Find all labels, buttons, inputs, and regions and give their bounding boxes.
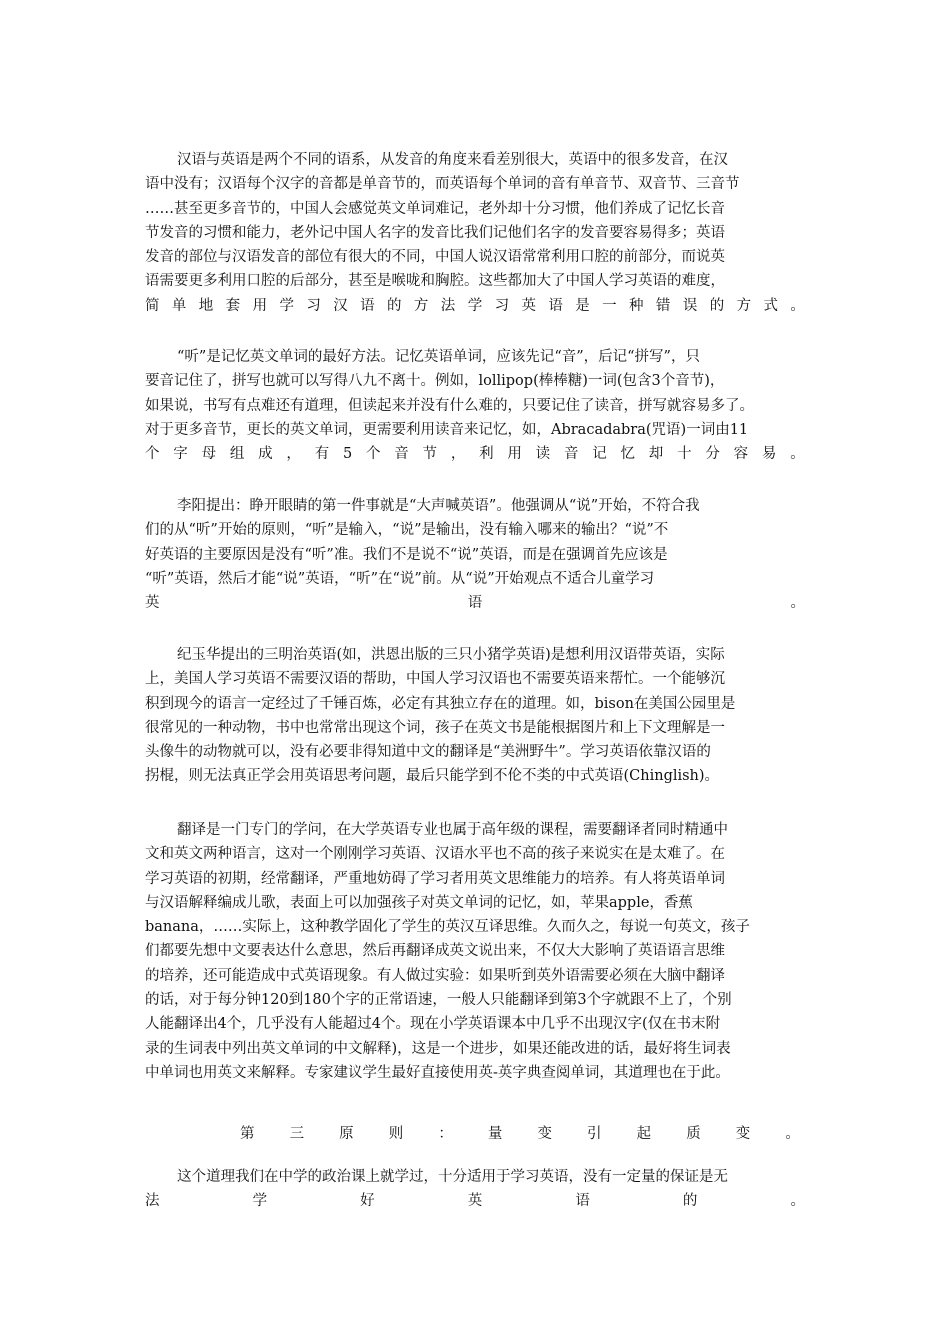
- text-line: 好英语的主要原因是没有“听”准。我们不是说不“说”英语，而是在强调首先应该是: [145, 546, 668, 563]
- text-line: 李阳提出：睁开眼睛的第一件事就是“大声喊英语”。他强调从“说”开始，不符合我: [177, 498, 700, 514]
- text-line: ……甚至更多音节的，中国人会感觉英文单词难记，老外却十分习惯，他们养成了记忆长音: [145, 200, 725, 217]
- glyph: 易: [761, 446, 777, 463]
- glyph: 学: [467, 297, 483, 314]
- text-line: 录的生词表中列出英文单词的中文解释)，这是一个进步，如果还能改进的话，最好将生词表: [145, 1040, 731, 1057]
- glyph: 学: [279, 297, 294, 314]
- glyph: 记: [592, 446, 607, 463]
- glyph: 英: [145, 595, 160, 612]
- glyph: 法: [145, 1193, 160, 1210]
- glyph: ：: [438, 1126, 453, 1142]
- glyph: 语: [548, 297, 563, 314]
- text-line: 上，美国人学习英语不需要汉语的帮助，中国人学习汉语也不需要英语来帮忙。一个能够沉: [145, 671, 725, 688]
- glyph: 法: [440, 297, 456, 314]
- glyph: 。: [785, 1126, 800, 1142]
- glyph: 用: [507, 446, 522, 463]
- text-line: 这个道理我们在中学的政治课上就学过，十分适用于学习英语，没有一定量的保证是无: [177, 1169, 728, 1185]
- glyph: 英: [467, 1193, 483, 1210]
- glyph: 习: [306, 297, 321, 314]
- glyph: 方: [736, 297, 752, 314]
- text-line: 翻译是一门专门的学问，在大学英语专业也属于高年级的课程，需要翻译者同时精通中: [177, 822, 728, 838]
- paragraph-1: [145, 148, 805, 318]
- text-line: 人能翻译出4个，几乎没有人能超过4个。现在小学英语课本中几乎不出现汉字(仅在书末附: [145, 1016, 721, 1033]
- text-line: 语中没有；汉语每个汉字的音都是单音节的，而英语每个单词的音有单音节、双音节、三音节: [145, 176, 740, 193]
- text-line: “听”是记忆英文单词的最好方法。记忆英语单词，应该先记“音”，后记“拼写”，只: [177, 349, 700, 365]
- text-line: 发音的部位与汉语发音的部位有很大的不同，中国人说汉语常常利用口腔的前部分，而说英: [145, 249, 725, 266]
- glyph: 。: [790, 1193, 805, 1210]
- text-line-justified: [145, 442, 805, 466]
- glyph: 式: [763, 297, 778, 314]
- glyph: 起: [636, 1126, 652, 1142]
- paragraph-5: [145, 818, 805, 1085]
- text-line: 纪玉华提出的三明治英语(如，洪恩出版的三只小猪学英语)是想利用汉语带英语，实际: [177, 647, 725, 663]
- text-line: 们都要先想中文要表达什么意思，然后再翻译成英文说出来，不仅大大影响了英语语言思维: [145, 943, 725, 960]
- glyph: 单: [171, 297, 187, 314]
- glyph: 读: [535, 446, 551, 463]
- paragraph-4: [145, 643, 805, 789]
- glyph: 变: [735, 1126, 751, 1142]
- text-line: 语需要更多利用口腔的后部分，甚至是喉咙和胸腔。这些都加大了中国人学习英语的难度，: [145, 273, 725, 290]
- glyph: 地: [198, 297, 214, 314]
- glyph: 十: [677, 446, 692, 463]
- glyph: 母: [201, 446, 217, 463]
- text-line-justified: [145, 591, 805, 615]
- text-line: 要音记住了，拼写也就可以写得八九不离十。例如，lollipop(棒棒糖)一词(包含3个音节)，: [145, 373, 725, 390]
- glyph: 是: [575, 297, 590, 314]
- glyph: 第: [240, 1126, 255, 1142]
- text-line: 拐棍，则无法真正学会用英语思考问题，最后只能学到不伦不类的中式英语(Chinglish)。: [145, 768, 720, 785]
- text-line: 很常见的一种动物，书中也常常出现这个词，孩子在英文书是能根据图片和上下文理解是一: [145, 719, 725, 736]
- glyph: 容: [733, 446, 749, 463]
- glyph: 错: [655, 297, 671, 314]
- text-line: 节发音的习惯和能力，老外记中国人名字的发音比我们记他们名字的发音要容易得多；英语: [145, 224, 725, 241]
- glyph: 忆: [620, 446, 636, 463]
- text-line: 如果说，书写有点难还有道理，但读起来并没有什么难的，只要记住了读音，拼写就容易多了。: [145, 397, 754, 414]
- glyph: 套: [225, 297, 241, 314]
- glyph: 一: [602, 297, 617, 314]
- glyph: ，: [286, 446, 301, 463]
- glyph: 却: [648, 446, 664, 463]
- text-line: 汉语与英语是两个不同的语系，从发音的角度来看差别很大，英语中的很多发音，在汉: [177, 152, 728, 168]
- glyph: 好: [360, 1193, 375, 1210]
- glyph: 利: [479, 446, 494, 463]
- paragraph-3: [145, 494, 805, 615]
- glyph: 5: [342, 446, 353, 463]
- glyph: 原: [339, 1126, 354, 1142]
- glyph: 英: [521, 297, 536, 314]
- text-line-justified: [145, 1189, 805, 1213]
- text-line: 中单词也用英文来解释。专家建议学生最好直接使用英-英字典查阅单词，其道理也在于此。: [145, 1064, 730, 1081]
- section-heading: [240, 1122, 800, 1146]
- paragraph-2: [145, 345, 805, 466]
- text-line: 头像牛的动物就可以，没有必要非得知道中文的翻译是“美洲野牛”。学习英语依靠汉语的: [145, 744, 711, 761]
- text-line: 与汉语解释编成儿歌，表面上可以加强孩子对英文单词的记忆，如，苹果apple，香蕉: [145, 894, 693, 911]
- text-line: 的话，对于每分钟120到180个字的正常语速，一般人只能翻译到第3个字就跟不上了，个别: [145, 992, 732, 1009]
- glyph: 简: [145, 297, 160, 314]
- glyph: 。: [790, 297, 805, 314]
- glyph: 个: [145, 446, 160, 463]
- glyph: 引: [587, 1126, 602, 1142]
- glyph: 方: [413, 297, 429, 314]
- glyph: 的: [387, 297, 402, 314]
- text-line: 文和英文两种语言，这对一个刚刚学习英语、汉语水平也不高的孩子来说实在是太难了。在: [145, 846, 725, 863]
- glyph: 字: [173, 446, 188, 463]
- text-line: 积到现今的语言一定经过了千锤百炼，必定有其独立存在的道理。如，bison在美国公园里是: [145, 695, 736, 712]
- glyph: 则: [388, 1126, 404, 1142]
- text-line: banana，……实际上，这种教学固化了学生的英汉互译思维。久而久之，每说一句英文，孩子: [145, 919, 750, 936]
- glyph: 个: [365, 446, 381, 463]
- glyph: 。: [790, 595, 805, 612]
- glyph: 组: [229, 446, 245, 463]
- text-line: 对于更多音节，更长的英文单词，更需要利用读音来记忆，如，Abracadabra(咒语)一词由11: [145, 421, 749, 438]
- glyph: 用: [252, 297, 268, 314]
- glyph: 的: [709, 297, 725, 314]
- paragraph-6: [145, 1165, 805, 1214]
- text-line: 学习英语的初期，经常翻译，严重地妨碍了学习者用英文思维能力的培养。有人将英语单词: [145, 870, 725, 887]
- glyph: 分: [705, 446, 720, 463]
- glyph: 语: [467, 595, 483, 612]
- glyph: 音: [563, 446, 579, 463]
- glyph: 学: [252, 1193, 268, 1210]
- glyph: 三: [289, 1126, 305, 1142]
- text-line: “听”英语，然后才能“说”英语，“听”在“说”前。从“说”开始观点不适合儿童学习: [145, 570, 655, 587]
- glyph: 质: [686, 1126, 701, 1142]
- text-line: 们的从“听”开始的原则，“听”是输入，“说”是输出，没有输入哪来的输出？“说”不: [145, 522, 669, 539]
- glyph: 节: [422, 446, 438, 463]
- glyph: 种: [629, 297, 644, 314]
- glyph: 习: [494, 297, 510, 314]
- glyph: 变: [537, 1126, 552, 1142]
- text-line: 的培养，还可能造成中式英语现象。有人做过实验：如果听到英外语需要必须在大脑中翻译: [145, 967, 725, 984]
- glyph: 语: [575, 1193, 590, 1210]
- glyph: 量: [487, 1126, 503, 1142]
- glyph: 。: [790, 446, 805, 463]
- glyph: 成: [258, 446, 273, 463]
- glyph: 汉: [333, 297, 348, 314]
- glyph: 语: [360, 297, 375, 314]
- glyph: 的: [682, 1193, 698, 1210]
- glyph: 音: [394, 446, 409, 463]
- glyph: 误: [682, 297, 698, 314]
- glyph: ，: [450, 446, 466, 463]
- glyph: 有: [314, 446, 330, 463]
- text-line-justified: [145, 294, 805, 318]
